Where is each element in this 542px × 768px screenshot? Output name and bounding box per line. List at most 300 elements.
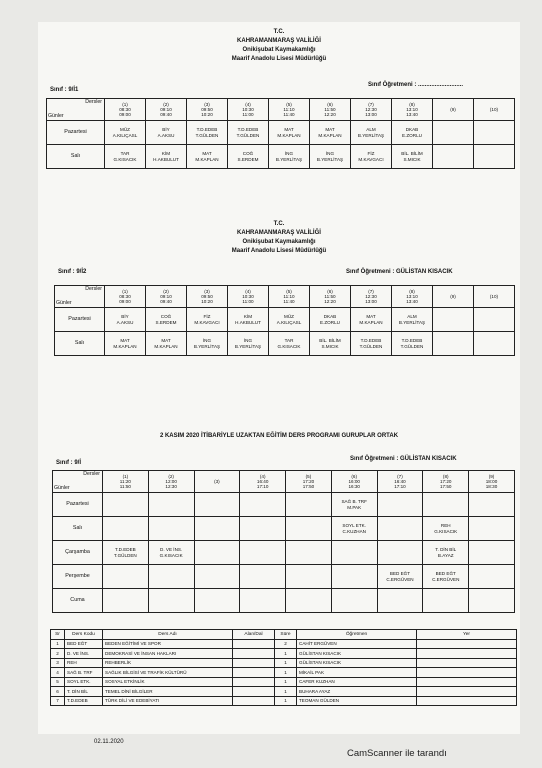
corner-cell: [53, 471, 103, 493]
lesson-cell: [469, 589, 515, 613]
corner-cell: [55, 286, 105, 308]
lesson-text: E.ZORLU: [320, 319, 340, 325]
period-header-line: 12:00: [165, 479, 177, 484]
header-1-line-1: T.C.: [273, 29, 285, 35]
legend-cell: REH: [65, 658, 103, 668]
period-header-9: [433, 286, 474, 308]
lesson-text: MAT: [161, 338, 171, 344]
legend-cell: 1: [275, 649, 297, 659]
legend-cell: MİKAİL PAK: [297, 668, 417, 678]
lesson-cell: [331, 517, 377, 541]
legend-cell: SOYL ETK.: [65, 677, 103, 687]
corner-gunler: Günler: [54, 484, 70, 491]
lesson-text: S.ERDEM: [237, 156, 259, 162]
lesson-text: MAT: [366, 314, 376, 320]
t2-header-row: [55, 286, 515, 308]
legend-cell: BED EĞT: [65, 639, 103, 649]
legend-header-cell: Yer: [417, 630, 517, 640]
lesson-text: T.D.EDEB: [237, 127, 259, 133]
period-header-line: 12:30: [365, 294, 377, 299]
period-header-line: 12:30: [365, 107, 377, 112]
period-header-line: 18:00: [485, 479, 498, 484]
legend-cell: [233, 668, 275, 678]
legend-cell: SAĞ B. TRF: [65, 668, 103, 678]
legend-cell: SOSYAL ETKİNLİK: [103, 677, 233, 687]
lesson-text: BED EĞT: [435, 571, 456, 577]
t2-teacher-label: Sınıf Öğretmeni : GÜLİSTAN KISACIK: [346, 269, 453, 275]
lesson-cell: [474, 308, 515, 332]
period-header-line: 09:50: [201, 107, 213, 112]
lesson-text: COĞ: [242, 151, 254, 157]
legend-cell: GÜLİSTAN KISACIK: [297, 649, 417, 659]
legend-cell: [417, 696, 517, 706]
lesson-cell: [331, 565, 377, 589]
lesson-cell: [423, 493, 469, 517]
lesson-cell: [240, 565, 286, 589]
lesson-text: MAT: [284, 127, 294, 133]
lesson-cell: [148, 541, 194, 565]
lesson-cell: [103, 589, 149, 613]
lesson-text: MÜZ: [120, 127, 130, 133]
lesson-text: İNG: [202, 338, 212, 344]
lesson-text: DKAB: [405, 127, 419, 133]
corner-gunler: Günler: [56, 299, 72, 306]
period-header-line: (9): [450, 294, 456, 299]
lesson-cell: [105, 121, 146, 145]
lesson-cell: [351, 121, 392, 145]
lesson-cell: [423, 517, 469, 541]
legend-cell: [233, 677, 275, 687]
period-header-6: [331, 471, 377, 493]
lesson-text: REH: [440, 523, 451, 529]
lesson-cell: [148, 493, 194, 517]
period-header-line: 16:40: [394, 479, 406, 484]
lesson-cell: [469, 517, 515, 541]
lesson-cell: [474, 145, 515, 169]
period-header-8: [423, 471, 469, 493]
lesson-text: M.KAPLAN: [195, 156, 219, 162]
period-header-line: 11:00: [242, 112, 254, 117]
period-header-2: [146, 99, 187, 121]
period-header-line: 13:10: [406, 294, 418, 299]
lesson-cell: [240, 493, 286, 517]
day-label: Salı: [47, 145, 105, 169]
lesson-cell: [331, 589, 377, 613]
legend-cell: 1: [275, 668, 297, 678]
period-header-line: 09:50: [201, 294, 213, 299]
day-label: Pazartesi: [47, 121, 105, 145]
lesson-text: MAT: [202, 151, 212, 157]
lesson-cell: [474, 332, 515, 356]
period-header-line: 17:50: [302, 484, 315, 489]
period-header-line: 08:30: [119, 107, 131, 112]
lesson-text: TAR: [120, 151, 130, 157]
lesson-cell: [269, 332, 310, 356]
period-header-1: [105, 99, 146, 121]
lesson-cell: [240, 589, 286, 613]
legend-cell: [417, 639, 517, 649]
t2-class-label: Sınıf : 9/İ2: [58, 269, 87, 275]
period-header-line: 09:00: [119, 299, 131, 304]
period-header-line: 09:10: [160, 294, 172, 299]
period-header-line: (7): [368, 102, 374, 107]
lesson-cell: [187, 332, 228, 356]
legend-cell: [417, 677, 517, 687]
lesson-cell: [433, 308, 474, 332]
period-header-line: (8): [442, 474, 449, 479]
lesson-text: B.YERLİTAŞ: [316, 156, 344, 162]
lesson-text: T.D.EDEB: [360, 338, 382, 344]
period-header-line: (7): [397, 474, 403, 479]
lesson-text: ALM: [407, 314, 417, 320]
legend-cell: [233, 649, 275, 659]
lesson-text: T. DİN BİL: [435, 547, 457, 553]
lesson-cell: [469, 493, 515, 517]
header-2: [38, 220, 520, 256]
period-header-1: [105, 286, 146, 308]
lesson-cell: [392, 308, 433, 332]
lesson-text: BİY: [121, 314, 129, 320]
lesson-text: G.KISACIK: [159, 552, 183, 558]
lesson-text: G.KISACIK: [277, 343, 301, 349]
lesson-text: B.YERLİTAŞ: [398, 319, 426, 325]
period-header-4: [228, 286, 269, 308]
lesson-text: C.KUZHAN: [342, 528, 366, 534]
period-header-line: (5): [305, 474, 312, 479]
period-header-line: (6): [327, 102, 333, 107]
lesson-cell: [286, 541, 332, 565]
lesson-text: A.AKSU: [116, 319, 134, 325]
lesson-cell: [194, 565, 240, 589]
lesson-text: T.GÜLDEN: [114, 552, 137, 558]
table-row: [47, 121, 515, 145]
lesson-text: B.YERLİTAŞ: [275, 156, 303, 162]
legend-cell: [233, 658, 275, 668]
table-row: [51, 658, 517, 668]
lesson-text: T.D.EDEB: [115, 547, 136, 553]
period-header-3: [187, 99, 228, 121]
period-header-line: 17:10: [394, 484, 406, 489]
lesson-cell: [423, 541, 469, 565]
lesson-cell: [146, 332, 187, 356]
header-1-line-3: Onikişubat Kaymakamlığı: [242, 47, 316, 53]
day-label: Cuma: [53, 589, 103, 613]
legend-cell: SAĞLIK BİLGİSİ VE TRAFİK KÜLTÜRÜ: [103, 668, 233, 678]
legend-header-cell: Ders Kodu: [65, 630, 103, 640]
legend-cell: DEMOKRASİ VE İNSAN HAKLARI: [103, 649, 233, 659]
period-header-line: 11:40: [283, 112, 295, 117]
lesson-cell: [146, 145, 187, 169]
lesson-text: H.AKBULUT: [153, 156, 179, 162]
period-header-line: 09:00: [119, 112, 131, 117]
period-header-line: 10:30: [242, 107, 254, 112]
lesson-cell: [194, 541, 240, 565]
period-header-line: (1): [122, 289, 128, 294]
legend-cell: TÜRK DİLİ VE EDEBİYATI: [103, 696, 233, 706]
legend-cell: 2: [51, 649, 65, 659]
lesson-cell: [286, 565, 332, 589]
lesson-text: BİY: [162, 127, 170, 133]
lesson-cell: [433, 121, 474, 145]
legend-cell: 1: [275, 677, 297, 687]
period-header-line: 17:20: [302, 479, 315, 484]
day-label: Perşembe: [53, 565, 103, 589]
lesson-cell: [103, 565, 149, 589]
lesson-cell: [377, 589, 423, 613]
legend-cell: TEOMAN GÜLDEN: [297, 696, 417, 706]
lesson-cell: [351, 145, 392, 169]
header-2-line-3: Onikişubat Kaymakamlığı: [242, 239, 316, 245]
period-header-3: [187, 286, 228, 308]
period-header-line: (6): [351, 474, 358, 479]
lesson-text: MAT: [120, 338, 130, 344]
corner-dersler: Dersler: [85, 99, 102, 105]
period-header-line: 10:20: [201, 112, 213, 117]
period-header-7: [351, 286, 392, 308]
legend-header-cell: Sr: [51, 630, 65, 640]
lesson-cell: [423, 565, 469, 589]
timetable-9-i2: [54, 285, 515, 356]
period-header-line: 16:30: [348, 484, 360, 489]
header-2-line-4: Maarif Anadolu Lisesi Müdürlüğü: [231, 248, 327, 254]
table-row: [51, 668, 517, 678]
lesson-cell: [269, 308, 310, 332]
lesson-cell: [269, 121, 310, 145]
legend-cell: CAFER KUZHAN: [297, 677, 417, 687]
period-header-5: [269, 286, 310, 308]
period-header-line: (2): [168, 474, 174, 479]
legend-cell: [233, 687, 275, 697]
lesson-cell: [392, 121, 433, 145]
timetable-9-i-remote: [52, 470, 515, 613]
day-label: Çarşamba: [53, 541, 103, 565]
lesson-text: M.KAPLAN: [154, 343, 178, 349]
lesson-text: A.AKSU: [157, 132, 175, 138]
lesson-text: SAĞ B. TRF: [341, 499, 367, 505]
header-2-line-2: KAHRAMANMARAŞ VALİLİĞİ: [237, 230, 321, 236]
period-header-8: [392, 286, 433, 308]
lesson-cell: [433, 332, 474, 356]
lesson-cell: [194, 589, 240, 613]
period-header-line: 11:40: [283, 299, 295, 304]
legend-cell: 3: [51, 658, 65, 668]
legend-cell: BUHARA AYAZ: [297, 687, 417, 697]
period-header-line: (3): [204, 289, 210, 294]
lesson-text: T.GÜLDEN: [359, 343, 383, 349]
legend-header-cell: Öğretmen: [297, 630, 417, 640]
period-header-line: 17:20: [439, 479, 452, 484]
period-header-line: (9): [450, 107, 456, 112]
lesson-cell: [228, 308, 269, 332]
lesson-cell: [148, 589, 194, 613]
period-header-line: (3): [204, 102, 210, 107]
lesson-text: BED EĞT: [389, 571, 411, 577]
legend-cell: 6: [51, 687, 65, 697]
period-header-line: (5): [286, 289, 292, 294]
lesson-text: COĞ: [160, 314, 172, 320]
lesson-cell: [146, 308, 187, 332]
lesson-cell: [194, 493, 240, 517]
lesson-cell: [469, 565, 515, 589]
table-row: [53, 565, 515, 589]
lesson-cell: [286, 493, 332, 517]
period-header-line: (4): [245, 289, 251, 294]
legend-cell: 2: [275, 639, 297, 649]
lesson-text: T.GÜLDEN: [400, 343, 424, 349]
lesson-cell: [286, 517, 332, 541]
period-header-line: 13:00: [365, 299, 377, 304]
lesson-cell: [187, 308, 228, 332]
lesson-cell: [228, 145, 269, 169]
period-header-line: (8): [409, 102, 415, 107]
lesson-text: M.KAVGACI: [194, 319, 220, 325]
lesson-cell: [194, 517, 240, 541]
lesson-text: T.D.EDEB: [196, 127, 218, 133]
period-header-line: 11:50: [324, 107, 336, 112]
period-header-line: (9): [488, 474, 495, 479]
legend-cell: [233, 696, 275, 706]
t3-class-label: Sınıf : 9/İ: [56, 460, 82, 466]
lesson-cell: [469, 541, 515, 565]
lesson-cell: [310, 145, 351, 169]
document-date: 02.11.2020: [94, 739, 124, 745]
day-label: Pazartesi: [53, 493, 103, 517]
table-row: [51, 639, 517, 649]
corner-dersler: Dersler: [83, 471, 100, 477]
lesson-text: T.GÜLDEN: [236, 132, 260, 138]
lesson-cell: [240, 517, 286, 541]
period-header-line: 08:30: [119, 294, 131, 299]
period-header-line: 16:40: [256, 479, 269, 484]
period-header-10: [474, 286, 515, 308]
day-label: Salı: [53, 517, 103, 541]
legend-cell: 1: [275, 687, 297, 697]
period-header-7: [351, 99, 392, 121]
lesson-text: KİM: [243, 314, 253, 320]
lesson-text: M.KAPLAN: [359, 319, 383, 325]
period-header-2: [146, 286, 187, 308]
period-header-1: [103, 471, 149, 493]
lesson-text: A.KILIÇASL: [276, 319, 302, 325]
table-row: [55, 332, 515, 356]
period-header-8: [392, 99, 433, 121]
table-row: [53, 493, 515, 517]
lesson-cell: [105, 308, 146, 332]
lesson-cell: [377, 565, 423, 589]
legend-cell: [417, 687, 517, 697]
header-1: [38, 28, 520, 64]
legend-cell: 4: [51, 668, 65, 678]
legend-cell: 1: [51, 639, 65, 649]
header-1-line-4: Maarif Anadolu Lisesi Müdürlüğü: [231, 56, 327, 62]
period-header-line: (1): [122, 102, 128, 107]
lesson-text: BİL. BİLİM: [319, 338, 341, 344]
lesson-cell: [377, 541, 423, 565]
period-header-line: 12:20: [324, 299, 336, 304]
lesson-text: T.GÜLDEN: [195, 132, 219, 138]
period-header-line: 17:10: [256, 484, 269, 489]
lesson-cell: [228, 332, 269, 356]
legend-cell: T.D.EDEB: [65, 696, 103, 706]
lesson-text: FİZ: [203, 314, 211, 320]
legend-cell: REHBERLİK: [103, 658, 233, 668]
period-header-line: (4): [245, 102, 251, 107]
period-header-4: [228, 99, 269, 121]
period-header-9: [469, 471, 515, 493]
period-header-line: 09:10: [160, 107, 172, 112]
period-header-line: (1): [122, 474, 129, 479]
section-title: 2 KASIM 2020 İTİBARİYLE UZAKTAN EĞİTİM DERS PROGRAMI GURUPLAR ORTAK: [159, 433, 399, 439]
period-header-line: (3): [214, 479, 220, 484]
course-legend-table: [50, 629, 517, 706]
t1-teacher-label: Sınıf Öğretmeni : ...........................: [368, 82, 464, 88]
lesson-cell: [310, 332, 351, 356]
period-header-line: 18:30: [485, 484, 498, 489]
t3-teacher-label: Sınıf Öğretmeni : GÜLİSTAN KISACIK: [350, 456, 457, 462]
legend-cell: CAHİT ERGÜVEN: [297, 639, 417, 649]
period-header-line: 13:40: [406, 112, 418, 117]
lesson-cell: [474, 121, 515, 145]
lesson-text: G.KISACIK: [434, 528, 458, 534]
legend-cell: 1: [275, 696, 297, 706]
period-header-line: 11:50: [119, 484, 131, 489]
lesson-cell: [310, 308, 351, 332]
table-row: [55, 308, 515, 332]
lesson-text: B.YERLİTAŞ: [234, 343, 262, 349]
lesson-text: B.AYAZ: [437, 552, 454, 558]
period-header-line: 17:50: [439, 484, 452, 489]
legend-cell: [417, 658, 517, 668]
legend-cell: TEMEL DİNİ BİLGİLER: [103, 687, 233, 697]
period-header-2: [148, 471, 194, 493]
lesson-cell: [148, 565, 194, 589]
period-header-line: 13:10: [406, 107, 418, 112]
lesson-text: BİL. BİLİM: [401, 151, 423, 157]
lesson-cell: [351, 332, 392, 356]
lesson-cell: [146, 121, 187, 145]
table-row: [51, 649, 517, 659]
lesson-cell: [377, 493, 423, 517]
period-header-line: 09:40: [160, 299, 172, 304]
lesson-text: E.ZORLU: [402, 132, 422, 138]
lesson-text: ALM: [366, 127, 376, 133]
lesson-text: FİZ: [367, 151, 375, 157]
period-header-line: 13:00: [365, 112, 377, 117]
lesson-cell: [103, 517, 149, 541]
period-header-line: 11:10: [283, 294, 295, 299]
legend-header-cell: Alan/Dal: [233, 630, 275, 640]
lesson-cell: [392, 145, 433, 169]
lesson-text: C.ERGÜVEN: [432, 576, 460, 582]
lesson-cell: [148, 517, 194, 541]
lesson-cell: [240, 541, 286, 565]
lesson-cell: [423, 589, 469, 613]
corner-gunler: Günler: [48, 112, 64, 119]
lesson-text: İNG: [243, 338, 253, 344]
lesson-cell: [103, 493, 149, 517]
period-header-line: 11:10: [283, 107, 295, 112]
lesson-cell: [286, 589, 332, 613]
period-header-line: (2): [163, 289, 169, 294]
lesson-cell: [433, 145, 474, 169]
lesson-cell: [392, 332, 433, 356]
table-row: [51, 696, 517, 706]
lesson-text: İNG: [284, 151, 294, 157]
lesson-text: H.AKBULUT: [235, 319, 261, 325]
period-header-line: (6): [327, 289, 333, 294]
table-row: [53, 589, 515, 613]
lesson-cell: [269, 145, 310, 169]
